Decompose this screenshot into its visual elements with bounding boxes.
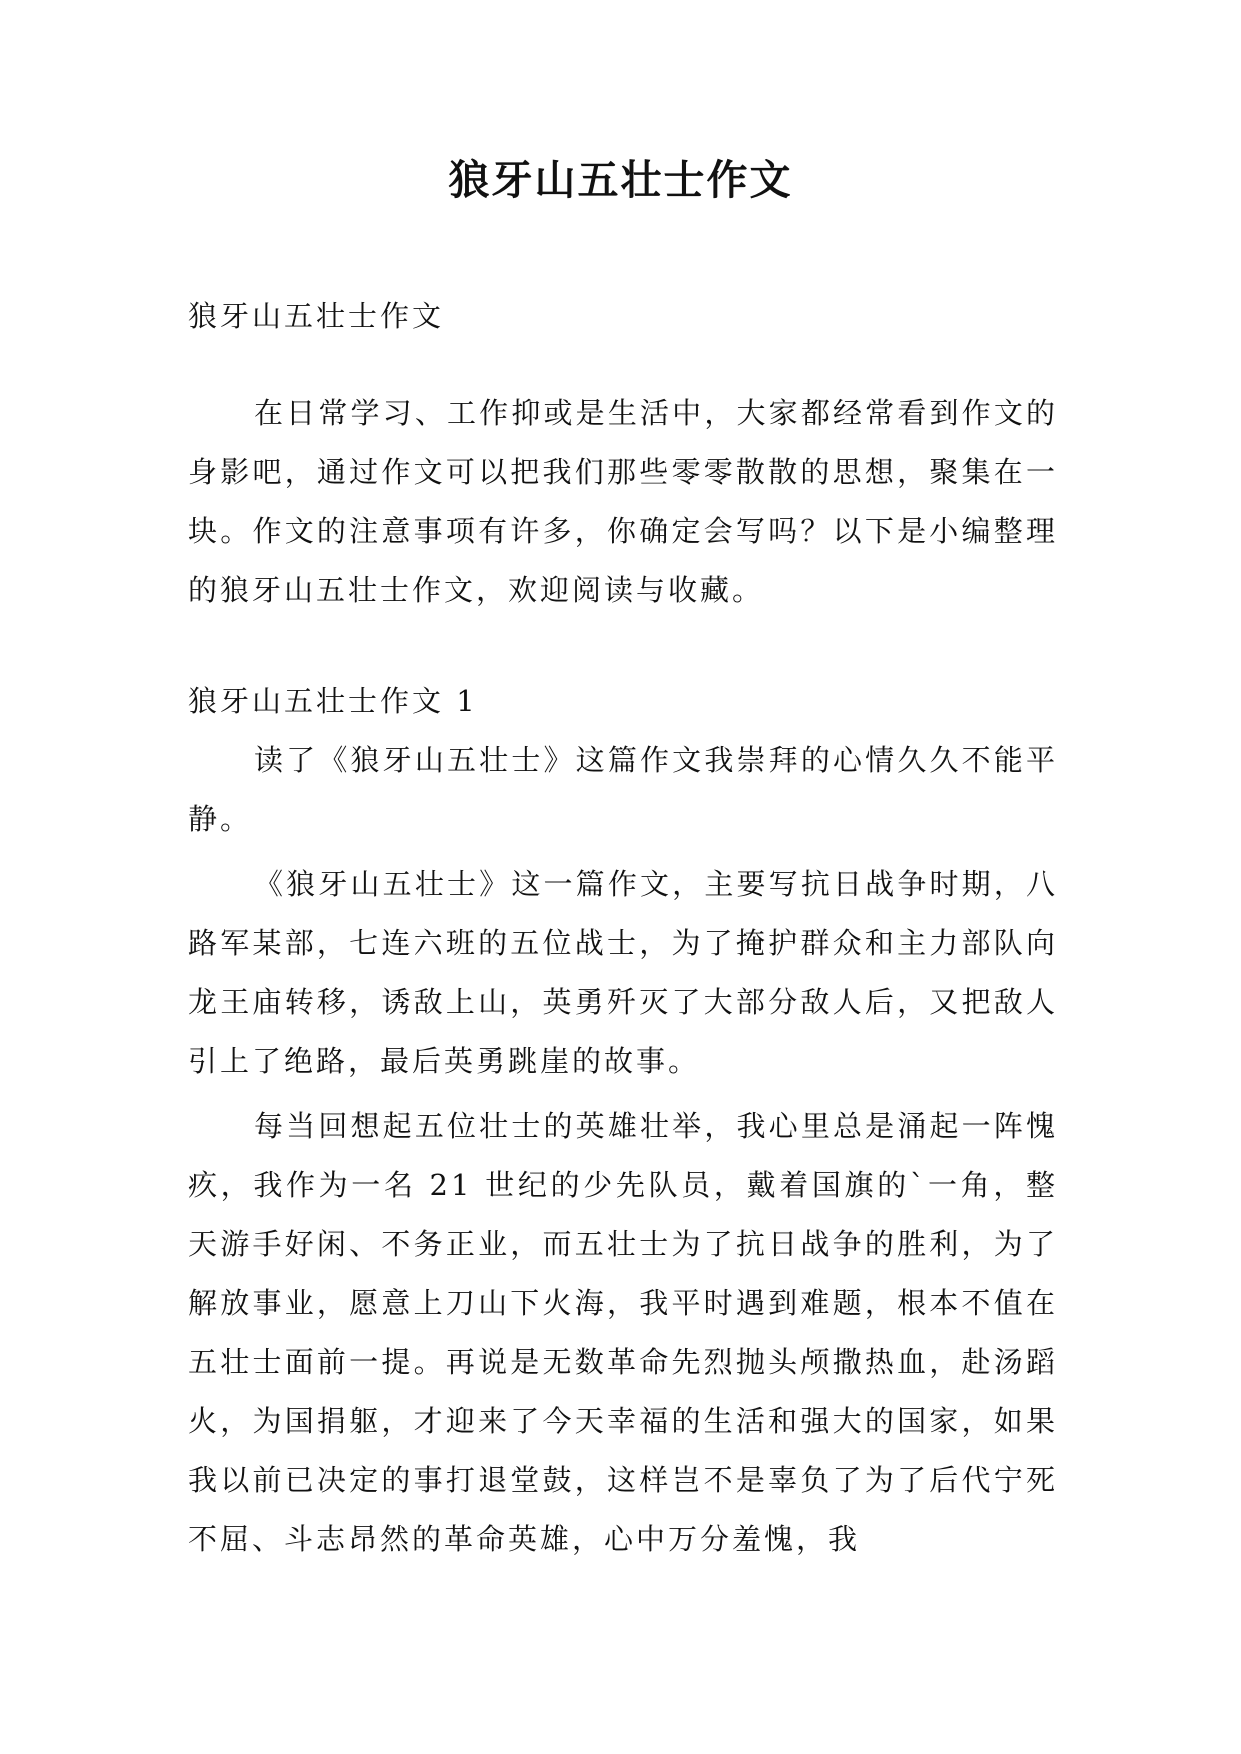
body-paragraph: 读了《狼牙山五壮士》这篇作文我崇拜的心情久久不能平静。 — [188, 743, 1058, 836]
intro-paragraph: 在日常学习、工作抑或是生活中，大家都经常看到作文的身影吧，通过作文可以把我们那些零零散散的思想，聚集在一块。作文的注意事项有许多，你确定会写吗？以下是小编整理的狼牙山五壮士作文，欢迎阅读与收藏。 — [188, 396, 1058, 607]
document-title: 狼牙山五壮士作文 — [448, 156, 793, 204]
document-subtitle: 狼牙山五壮士作文 — [188, 299, 445, 333]
section-heading: 狼牙山五壮士作文 1 — [188, 684, 478, 718]
body-paragraph: 每当回想起五位壮士的英雄壮举，我心里总是涌起一阵愧疚，我作为一名 21 世纪的少先队员，戴着国旗的`一角，整天游手好闲、不务正业，而五壮士为了抗日战争的胜利，为了解放事业，愿意上刀山下火海，我平时遇到难题，根本不值在五壮士面前一提。再说是无数革命先烈抛头颅撒热血，赴汤蹈火，为国捐躯，才迎来了今天幸福的生活和强大的国家，如果我以前已决定的事打退堂鼓，这样岂不是辜负了为了后代宁死不屈、斗志昂然的革命英雄，心中万分羞愧，我 — [188, 1109, 1058, 1556]
body-paragraph: 《狼牙山五壮士》这一篇作文，主要写抗日战争时期，八路军某部，七连六班的五位战士，为了掩护群众和主力部队向龙王庙转移，诱敌上山，英勇歼灭了大部分敌人后，又把敌人引上了绝路，最后英勇跳崖的故事。 — [188, 867, 1058, 1078]
document-body — [188, 287, 1058, 1569]
